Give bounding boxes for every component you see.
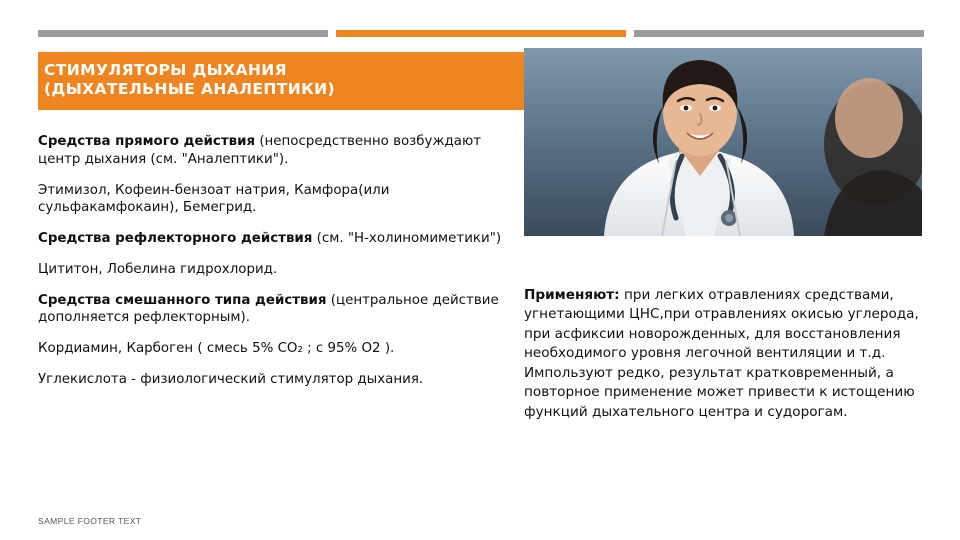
paragraph-body: (центральное действие дополняется рефлекторным). — [38, 292, 499, 326]
top-rule-center-accent — [336, 30, 626, 37]
paragraph-body: (см. "Н-холиномиметики") — [312, 231, 502, 247]
doctor-photo — [524, 48, 922, 236]
paragraph — [38, 182, 518, 217]
paragraph — [524, 286, 924, 423]
paragraph-lead: Средства прямого действия — [38, 134, 256, 150]
top-rule-left — [38, 30, 328, 37]
paragraph — [38, 340, 518, 358]
paragraph-lead: Средства рефлекторного действия — [38, 231, 313, 247]
paragraph — [38, 261, 518, 279]
paragraph — [38, 230, 518, 248]
paragraph-body: Кордиамин, Карбоген ( смесь 5% CO₂ ; с 95% O2 ). — [38, 341, 395, 357]
left-text-column — [38, 120, 518, 400]
paragraph-body: Этимизол, Кофеин-бензоат натрия, Камфора(или сульфакамфокаин), Бемегрид. — [38, 182, 390, 216]
top-rule-right — [634, 30, 924, 37]
paragraph-body: при легких отравлениях средствами, угнетающими ЦНС,при отравлениях окисью углерода, при асфиксии новорожденных, для восстановления необходимого уровня легочной вентиляции и т.д. Импользуют редко, результат кратковременный, а повторное применение может привести к истощению функций дыхательного центра и судорогам. — [524, 286, 919, 420]
paragraph-lead: Применяют: — [524, 286, 620, 303]
paragraph — [38, 371, 518, 389]
paragraph-body: (непосредственно возбуждают центр дыхания (см. "Аналептики"). — [38, 134, 482, 167]
paragraph — [38, 133, 518, 168]
slide-title-line-2: (ДЫХАТЕЛЬНЫЕ АНАЛЕПТИКИ) — [44, 80, 336, 98]
slide-title-band — [38, 52, 524, 110]
paragraph-body: Цититон, Лобелина гидрохлорид. — [38, 262, 278, 278]
paragraph-body: Углекислота - физиологический стимулятор дыхания. — [38, 372, 424, 388]
footer-text: SAMPLE FOOTER TEXT — [38, 516, 142, 526]
slide-title-line-1: СТИМУЛЯТОРЫ ДЫХАНИЯ — [44, 61, 287, 79]
paragraph — [38, 292, 518, 327]
paragraph-lead: Средства смешанного типа действия — [38, 292, 327, 308]
right-text-column — [524, 272, 924, 422]
